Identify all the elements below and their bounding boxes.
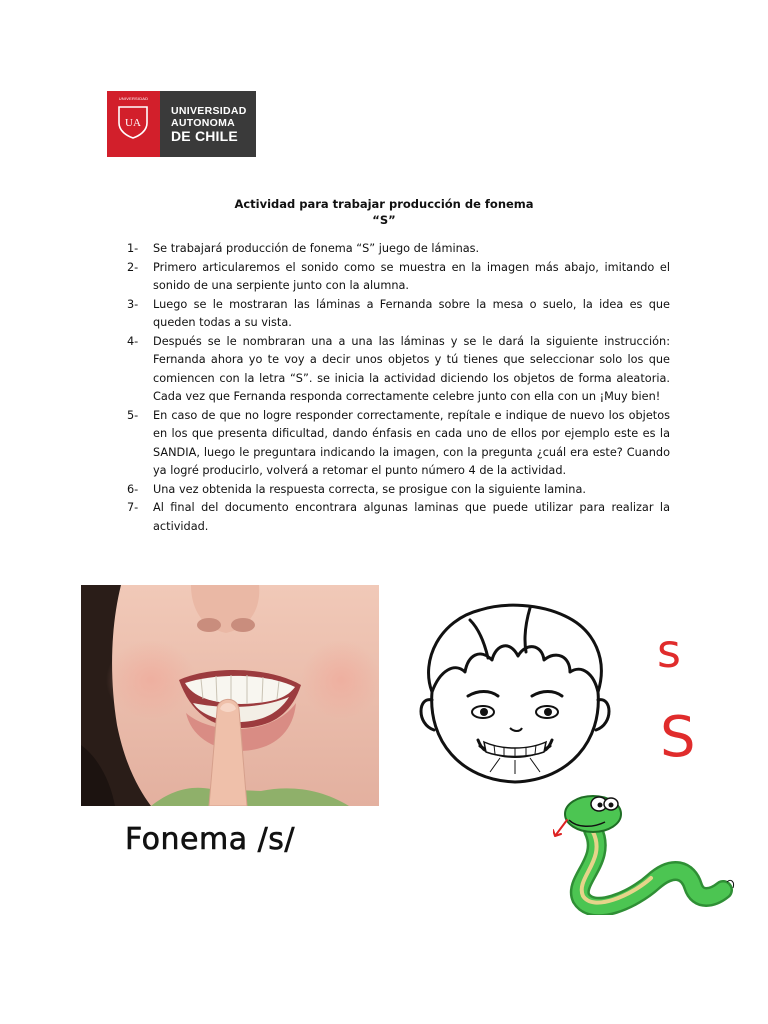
- item-text: Primero articularemos el sonido como se muestra en la imagen más abajo, imitando el sonido de una serpiente junto con la alumna.: [153, 260, 670, 292]
- item-number: 2-: [127, 260, 139, 274]
- list-item: [124, 259, 670, 296]
- logo-mark-text: UA: [125, 117, 141, 129]
- item-text: Después se le nombraran una a una las láminas y se le dará la siguiente instrucción: Fernanda ahora yo te voy a decir unos objetos y tú tienes que seleccionar solo los que comiencen con la letra “S”. se inicia la actividad diciendo los objetos de forma aleatoria. Cada vez que Fernanda responda correctamente celebre junto con ella con un ¡Muy bien!: [153, 334, 670, 403]
- item-number: 6-: [127, 482, 139, 496]
- child-mouth-icon: [81, 585, 379, 806]
- item-text: Luego se le mostraran las láminas a Fernanda sobre la mesa o suelo, la idea es que queden todas a su vista.: [153, 297, 670, 329]
- logo-mark: [107, 91, 160, 157]
- item-text: En caso de que no logre responder correctamente, repítale e indique de nuevo los objetos en los que presenta dificultad, dando énfasis en cada uno de ellos por ejemplo este es la SANDIA, luego le preguntara indicando la imagen, con la pregunta ¿cuál era este? Cuando ya logré producirlo, volverá a retomar el punto número 4 de la actividad.: [153, 408, 670, 477]
- logo-line-3: DE CHILE: [171, 127, 238, 144]
- list-item: [124, 481, 670, 500]
- logo-line-1: UNIVERSIDAD: [171, 104, 247, 117]
- shield-icon: [117, 105, 149, 139]
- boy-face-icon: [410, 600, 620, 795]
- item-number: 3-: [127, 297, 139, 311]
- university-logo: [107, 91, 256, 157]
- snake-icon: [553, 790, 738, 915]
- document-title-letter: “S”: [372, 213, 396, 227]
- item-number: 4-: [127, 334, 139, 348]
- list-item: [124, 296, 670, 333]
- list-item: [124, 407, 670, 481]
- list-item: [124, 240, 670, 259]
- list-item: [124, 333, 670, 407]
- letter-s-uppercase: S: [660, 705, 696, 770]
- document-title: Actividad para trabajar producción de fonema: [234, 197, 534, 211]
- instructions-list: [124, 240, 670, 536]
- item-text: Una vez obtenida la respuesta correcta, se prosigue con la siguiente lamina.: [153, 482, 586, 496]
- fonema-label: Fonema /s/: [125, 822, 295, 857]
- item-text: Al final del documento encontrara algunas laminas que puede utilizar para realizar la actividad.: [153, 501, 670, 533]
- logo-mark-caption: UNIVERSIDAD: [118, 96, 149, 101]
- item-text: Se trabajará producción de fonema “S” juego de láminas.: [153, 242, 480, 255]
- list-item: [124, 499, 670, 536]
- logo-line-2: AUTONOMA: [171, 116, 236, 129]
- logo-wordmark: [160, 91, 256, 157]
- item-number: 5-: [127, 408, 139, 422]
- child-mouth-photo: [81, 585, 379, 806]
- item-number: 1-: [127, 242, 139, 255]
- letter-s-lowercase: s: [657, 624, 681, 678]
- item-number: 7-: [127, 501, 139, 514]
